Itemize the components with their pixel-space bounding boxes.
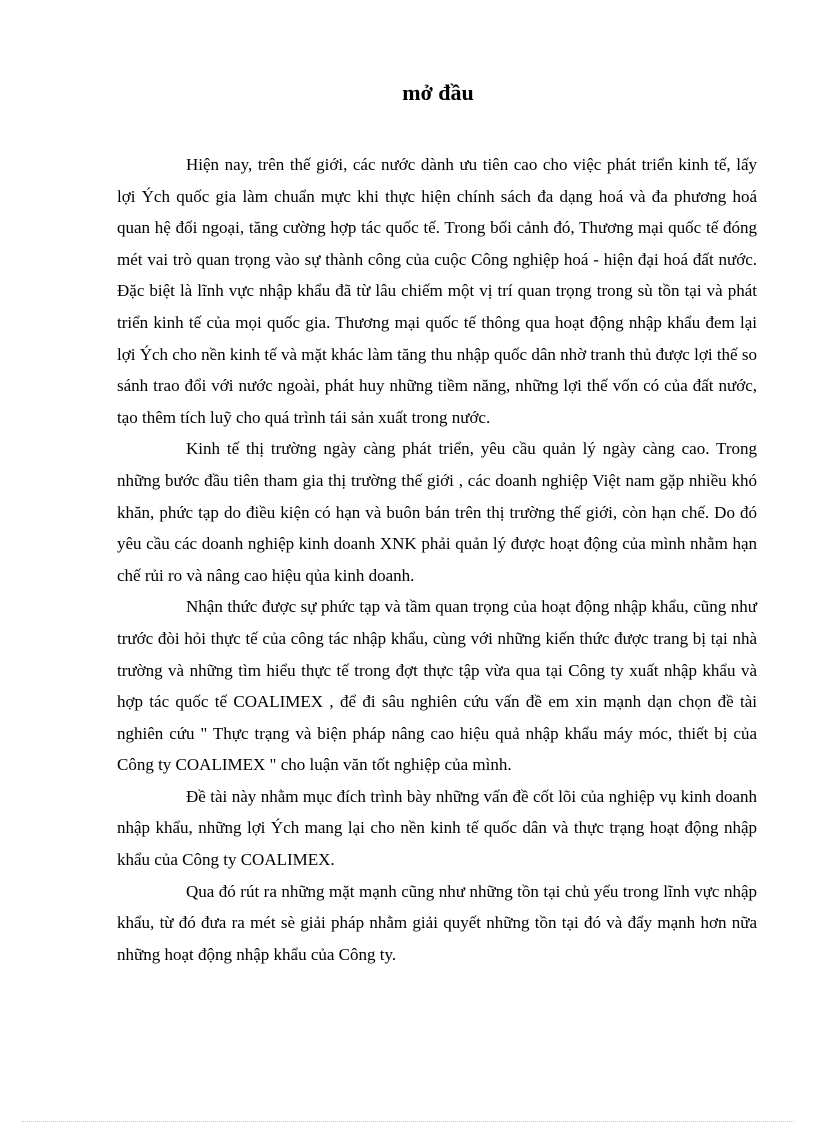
page-bottom-divider xyxy=(22,1121,794,1122)
page-title: mở đầu xyxy=(402,80,474,105)
paragraph: Hiện nay, trên thế giới, các nước dành ưu tiên cao cho việc phát triển kinh tế, lấy lợi Ých quốc gia làm chuẩn mực khi thực hiện chính sách đa dạng hoá và đa phương hoá quan hệ đối ngoại, tăng cường hợp tác quốc tế. Trong bối cảnh đó, Thương mại quốc tế đóng mét vai trò quan trọng vào sự thành công của cuộc Công nghiệp hoá - hiện đại hoá đất nước. Đặc biệt là lĩnh vực nhập khẩu đã từ lâu chiếm một vị trí quan trọng trong sù tồn tại và phát triển kinh tế của mọi quốc gia. Thương mại quốc tế thông qua hoạt động nhập khẩu đem lại lợi Ých cho nền kinh tế và mặt khác làm tăng thu nhập quốc dân nhờ tranh thủ được lợi thế so sánh trao đổi với nước ngoài, phát huy những tiềm năng, những lợi thế vốn có của đất nước, tạo thêm tích luỹ cho quá trình tái sản xuất trong nước. xyxy=(117,155,757,427)
paragraph: Nhận thức được sự phức tạp và tầm quan trọng của hoạt động nhập khẩu, cũng như trước đòi hỏi thực tế của công tác nhập khẩu, cùng với những kiến thức được trang bị tại nhà trường và những tìm hiểu thực tế trong đợt thực tập vừa qua tại Công ty xuất nhập khẩu và hợp tác quốc tế COALIMEX , để đi sâu nghiên cứu vấn đề em xin mạnh dạn chọn đề tài nghiên cứu " Thực trạng và biện pháp nâng cao hiệu quả nhập khẩu máy móc, thiết bị của Công ty COALIMEX " cho luận văn tốt nghiệp của mình. xyxy=(117,597,757,775)
paragraph: Đề tài này nhằm mục đích trình bày những vấn đề cốt lõi của nghiệp vụ kinh doanh nhập khẩu, những lợi Ých mang lại cho nền kinh tế quốc dân và thực trạng hoạt động nhập khẩu của Công ty COALIMEX. xyxy=(117,786,757,870)
paragraph: Qua đó rút ra những mặt mạnh cũng như những tồn tại chủ yếu trong lĩnh vực nhập khẩu, từ đó đưa ra mét sè giải pháp nhằm giải quyết những tồn tại đó và đẩy mạnh hơn nữa những hoạt động nhập khẩu của Công ty. xyxy=(117,881,757,964)
document-body xyxy=(117,149,757,970)
paragraph: Kinh tế thị trường ngày càng phát triển, yêu cầu quản lý ngày càng cao. Trong những bước đầu tiên tham gia thị trường thế giới , các doanh nghiệp Việt nam gặp nhiều khó khăn, phức tạp do điều kiện có hạn và buôn bán trên thị trường thế giới, còn hạn chế. Do đó yêu cầu các doanh nghiệp kinh doanh XNK phải quản lý được hoạt động của mình nhằm hạn chế rủi ro và nâng cao hiệu qủa kinh doanh. xyxy=(117,439,757,585)
